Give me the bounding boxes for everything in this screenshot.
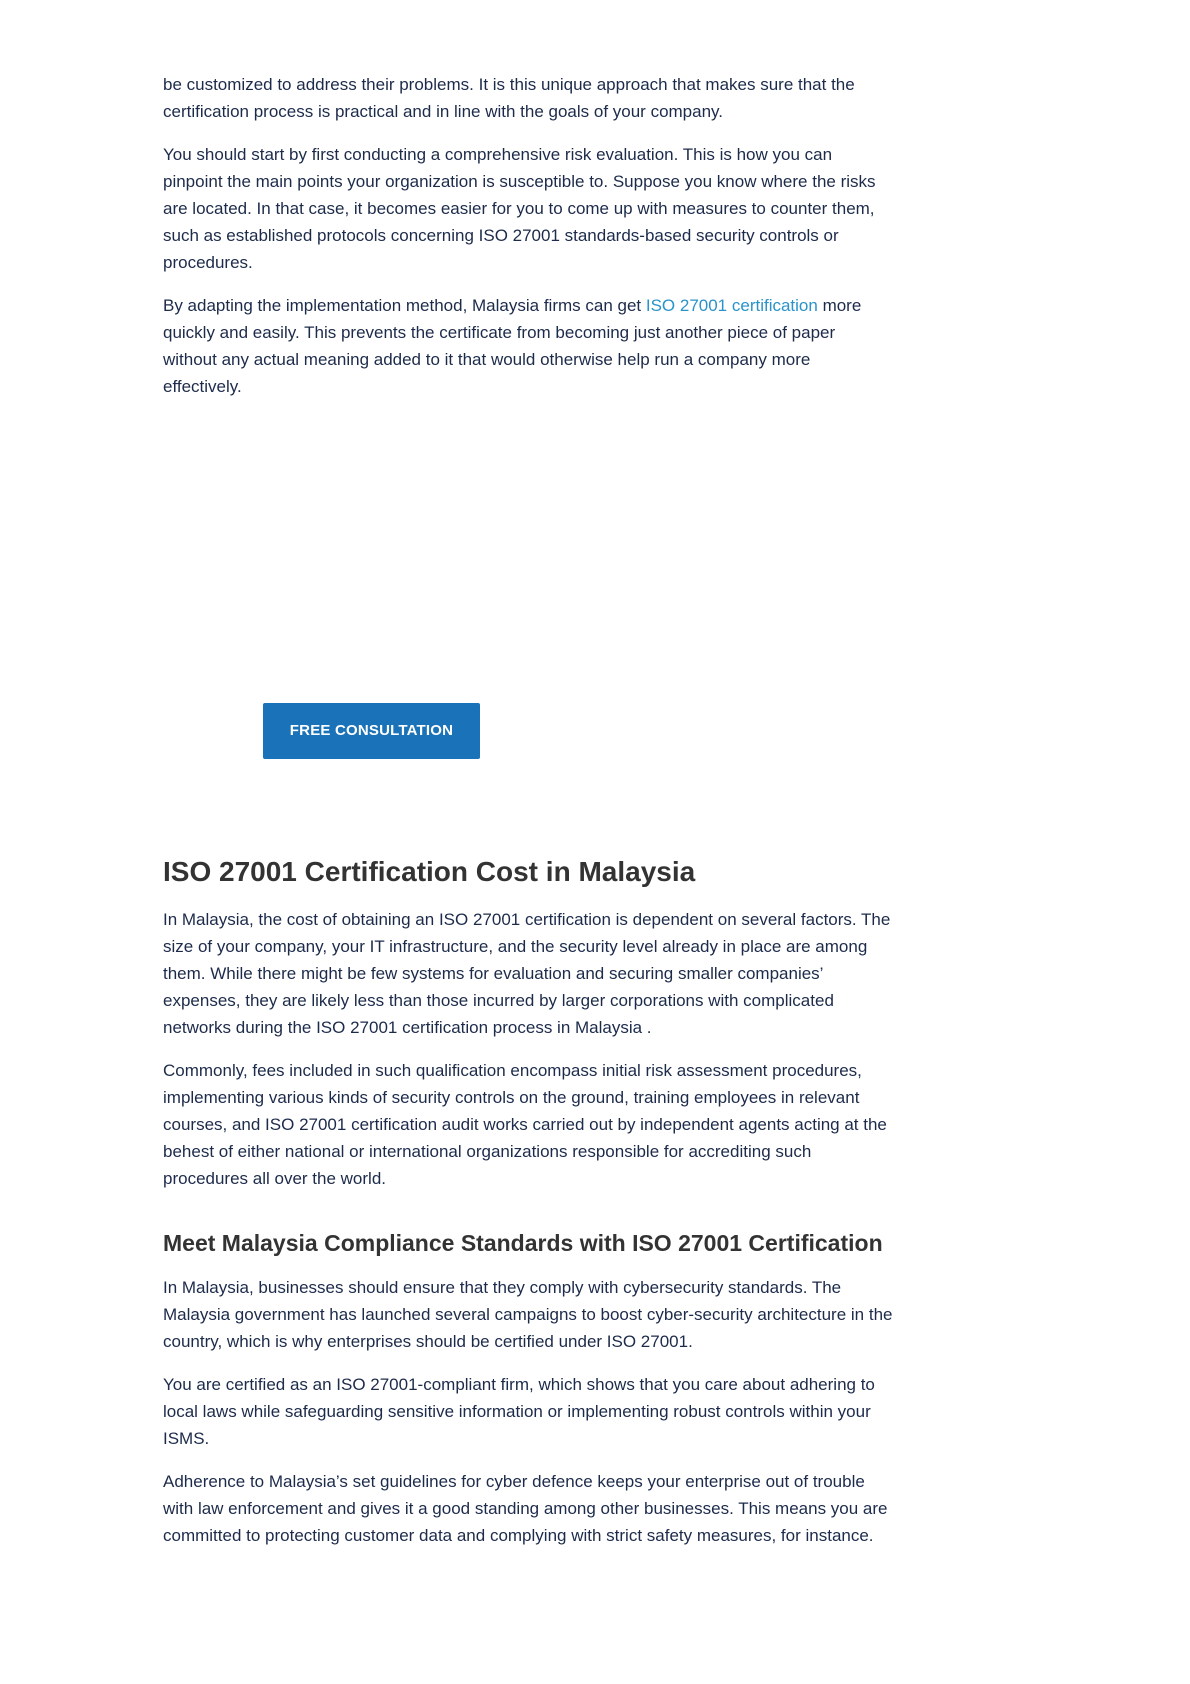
compliance-paragraph-1: In Malaysia, businesses should ensure that they comply with cybersecurity standards. The Malaysia government has launched several campaigns to boost cyber-security architecture in the country, which is why enterprises should be certified under ISO 27001. — [163, 1278, 893, 1351]
intro-paragraph-2: You should start by first conducting a comprehensive risk evaluation. This is how you can pinpoint the main points your organization is susceptible to. Suppose you know where the risks are located. In that case, it becomes easier for you to come up with measures to counter them, such as established protocols concerning ISO 27001 standards-based security controls or procedures. — [163, 145, 876, 272]
cost-paragraph-2: Commonly, fees included in such qualification encompass initial risk assessment procedures, implementing various kinds of security controls on the ground, training employees in relevant courses, and ISO 27001 certification audit works carried out by independent agents acting at the behest of either national or international organizations responsible for accrediting such procedures all over the world. — [163, 1061, 887, 1188]
compliance-paragraph-3: Adherence to Malaysia’s set guidelines for cyber defence keeps your enterprise out of trouble with law enforcement and gives it a good standing among other businesses. This means you are committed to protecting customer data and complying with strict safety measures, for instance. — [163, 1472, 888, 1545]
free-consultation-button[interactable]: FREE CONSULTATION — [263, 703, 480, 759]
compliance-paragraph-2: You are certified as an ISO 27001-compliant firm, which shows that you care about adhering to local laws while safeguarding sensitive information or implementing robust controls within your ISMS. — [163, 1375, 875, 1448]
compliance-section-heading: Meet Malaysia Compliance Standards with ISO 27001 Certification — [163, 1230, 883, 1256]
intro-paragraph-1: be customized to address their problems. It is this unique approach that makes sure that the certification process is practical and in line with the goals of your company. — [163, 75, 855, 121]
cost-section-heading: ISO 27001 Certification Cost in Malaysia — [163, 856, 696, 887]
intro-paragraph-3-before: By adapting the implementation method, Malaysia firms can get — [163, 296, 646, 315]
cost-paragraph-1: In Malaysia, the cost of obtaining an ISO 27001 certification is dependent on several factors. The size of your company, your IT infrastructure, and the security level already in place are among them. While there might be few systems for evaluation and securing smaller companies’ expenses, they are likely less than those incurred by larger corporations with complicated networks during the ISO 27001 certification process in Malaysia . — [163, 910, 891, 1037]
iso-27001-certification-link[interactable]: ISO 27001 certification — [645, 296, 818, 315]
article-body — [163, 852, 893, 1565]
intro-paragraph-3 — [163, 292, 893, 400]
intro-section — [163, 71, 893, 416]
cta-container — [263, 703, 480, 759]
intro-paragraph-3-after: more quickly and easily. This prevents the certificate from becoming just another piece of paper without any actual meaning added to it that would otherwise help run a company more effectively. — [163, 296, 862, 396]
